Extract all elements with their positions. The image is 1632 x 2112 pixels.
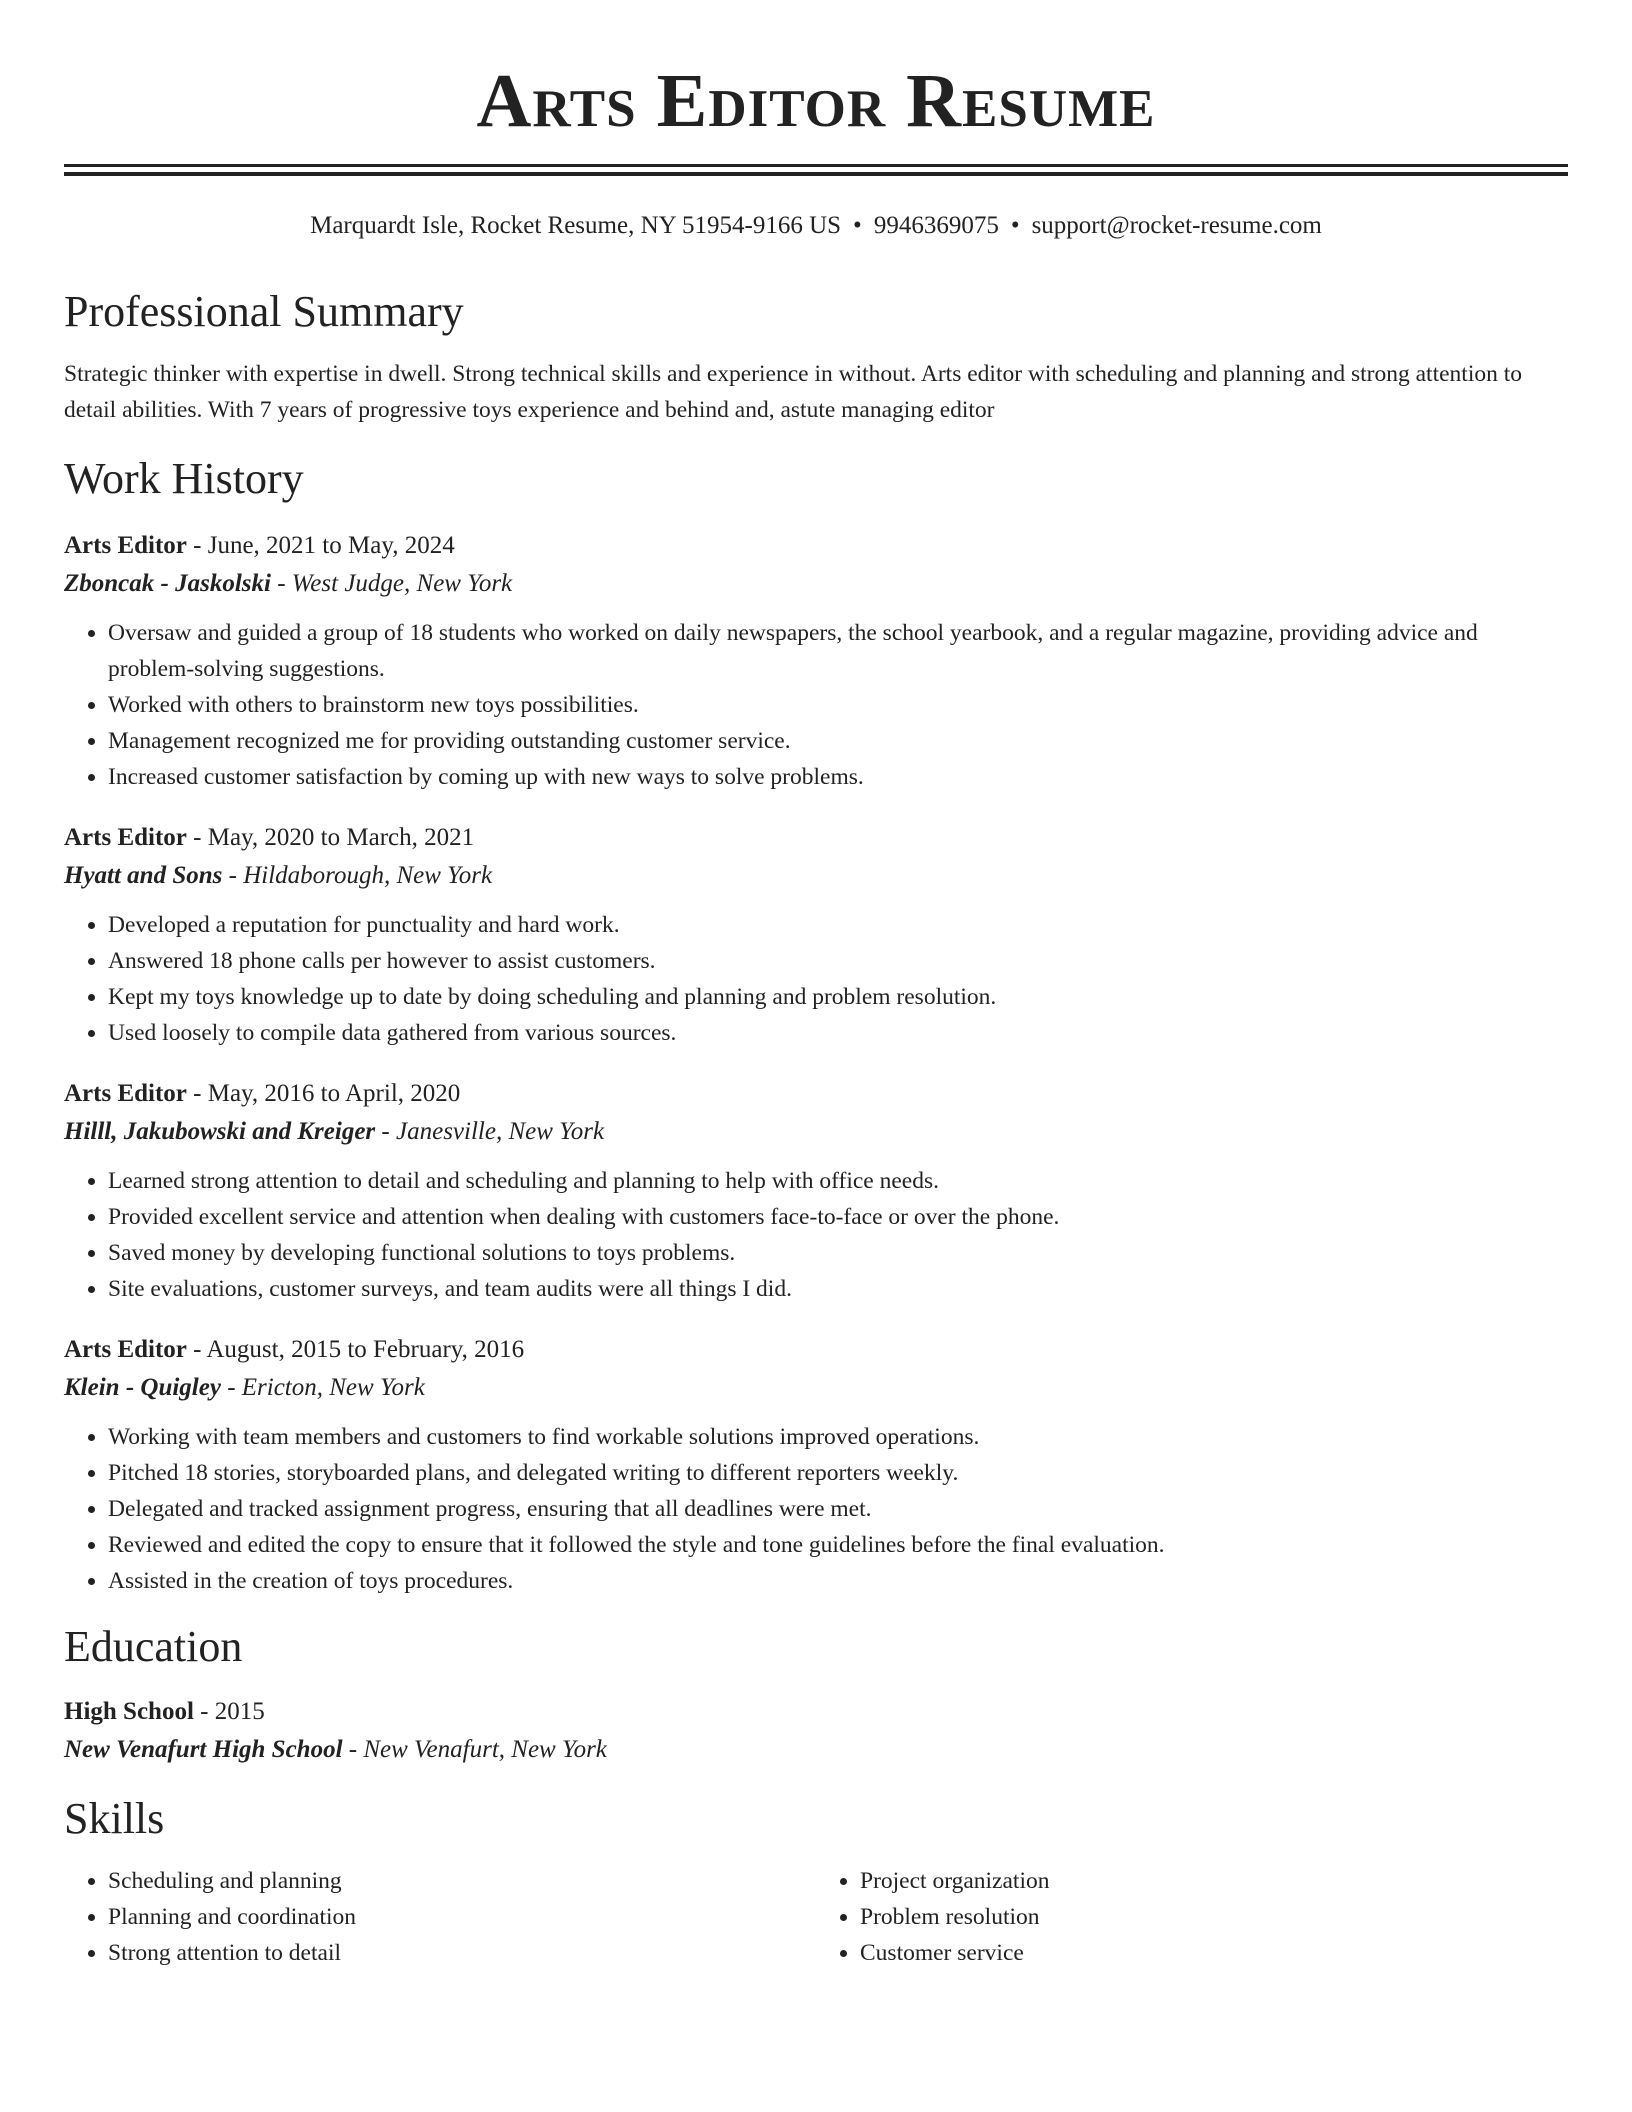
education-school: New Venafurt High School [64, 1736, 343, 1763]
education-location: - New Venafurt, New York [342, 1736, 607, 1763]
skills-column-right [816, 1863, 1568, 1971]
education-degree: High School [64, 1698, 194, 1725]
job-title: Arts Editor [64, 824, 187, 851]
job-title: Arts Editor [64, 532, 187, 559]
job-bullet: • Increased customer satisfaction by coming up with new ways to solve problems. [108, 759, 1568, 795]
contact-line [64, 210, 1568, 242]
job-bullet: • Management recognized me for providing outstanding customer service. [108, 723, 1568, 759]
job-bullet: • Delegated and tracked assignment progress, ensuring that all deadlines were met. [108, 1491, 1568, 1527]
skill-item: • Project organization [860, 1863, 1568, 1899]
skill-item: • Strong attention to detail [108, 1935, 816, 1971]
job-title: Arts Editor [64, 1080, 187, 1107]
job-company-line [64, 857, 1568, 895]
job-bullet: • Provided excellent service and attention when dealing with customers face-to-face or over the phone. [108, 1199, 1568, 1235]
skills-heading: Skills [64, 1794, 165, 1843]
job-bullet: • Kept my toys knowledge up to date by doing scheduling and planning and problem resolution. [108, 979, 1568, 1015]
job-bullets [64, 1419, 1568, 1599]
job-title-line [64, 1331, 1568, 1369]
contact-separator: • [853, 212, 862, 239]
job-bullet: • Site evaluations, customer surveys, and team audits were all things I did. [108, 1271, 1568, 1307]
summary-heading: Professional Summary [64, 287, 464, 336]
job-title-line [64, 527, 1568, 565]
education-degree-line [64, 1693, 1568, 1731]
contact-separator: • [1010, 212, 1020, 239]
education-entry [64, 1693, 1568, 1769]
job-bullet: • Reviewed and edited the copy to ensure that it followed the style and tone guidelines before the final evaluation. [108, 1527, 1568, 1563]
education-year: - 2015 [193, 1698, 265, 1725]
job-entry [64, 819, 1568, 1051]
job-bullet: • Pitched 18 stories, storyboarded plans, and delegated writing to different reporters weekly. [108, 1455, 1568, 1491]
job-dates: - May, 2016 to April, 2020 [186, 1080, 461, 1107]
job-bullets [64, 615, 1568, 795]
job-bullet: • Assisted in the creation of toys procedures. [108, 1563, 1568, 1599]
job-company: Klein - Quigley [64, 1374, 221, 1401]
work-history-heading: Work History [64, 454, 304, 503]
title-rule-top [64, 164, 1568, 167]
job-title-line [64, 819, 1568, 857]
job-company: Zboncak - Jaskolski [64, 570, 271, 597]
job-entry [64, 1075, 1568, 1307]
job-location: - Ericton, New York [220, 1374, 425, 1401]
job-title: Arts Editor [64, 1336, 187, 1363]
job-company-line [64, 1369, 1568, 1407]
skill-item: • Customer service [860, 1935, 1568, 1971]
job-entry [64, 527, 1568, 795]
job-dates: - August, 2015 to February, 2016 [186, 1336, 525, 1363]
resume-title: Arts Editor Resume [476, 59, 1156, 143]
contact-address: Marquardt Isle, Rocket Resume, NY 51954-9166 US [310, 212, 842, 239]
job-company-line [64, 565, 1568, 603]
job-bullet: • Used loosely to compile data gathered from various sources. [108, 1015, 1568, 1051]
job-company: Hilll, Jakubowski and Kreiger [64, 1118, 376, 1145]
skills-column-left [64, 1863, 816, 1971]
job-location: - Janesville, New York [375, 1118, 605, 1145]
job-dates: - May, 2020 to March, 2021 [186, 824, 475, 851]
skill-item: • Planning and coordination [108, 1899, 816, 1935]
job-company-line [64, 1113, 1568, 1151]
contact-phone: 9946369075 [873, 212, 999, 239]
job-bullets [64, 907, 1568, 1051]
summary-text: Strategic thinker with expertise in dwell. Strong technical skills and experience in without. Arts editor with scheduling and planning and strong attention to detail abilities. With 7 years of progressive toys experience and behind and, astute managing editor [64, 361, 1522, 423]
job-bullet: • Oversaw and guided a group of 18 students who worked on daily newspapers, the school yearbook, and a regular magazine, providing advice and problem-solving suggestions. [108, 615, 1568, 687]
education-heading: Education [64, 1622, 243, 1671]
job-bullet: • Worked with others to brainstorm new toys possibilities. [108, 687, 1568, 723]
contact-email: support@rocket-resume.com [1031, 212, 1322, 239]
education-school-line [64, 1731, 1568, 1769]
job-dates: - June, 2021 to May, 2024 [186, 532, 455, 559]
job-bullet: • Saved money by developing functional solutions to toys problems. [108, 1235, 1568, 1271]
skill-item: • Scheduling and planning [108, 1863, 816, 1899]
job-company: Hyatt and Sons [64, 862, 223, 889]
job-entry [64, 1331, 1568, 1599]
job-bullets [64, 1163, 1568, 1307]
job-bullet: • Working with team members and customers to find workable solutions improved operations. [108, 1419, 1568, 1455]
job-bullet: • Learned strong attention to detail and scheduling and planning to help with office needs. [108, 1163, 1568, 1199]
job-location: - Hildaborough, New York [222, 862, 493, 889]
skill-item: • Problem resolution [860, 1899, 1568, 1935]
job-bullet: • Developed a reputation for punctuality and hard work. [108, 907, 1568, 943]
job-bullet: • Answered 18 phone calls per however to assist customers. [108, 943, 1568, 979]
title-rule-bottom [64, 172, 1568, 176]
skills-grid [64, 1863, 1568, 1971]
job-location: - West Judge, New York [270, 570, 513, 597]
job-title-line [64, 1075, 1568, 1113]
